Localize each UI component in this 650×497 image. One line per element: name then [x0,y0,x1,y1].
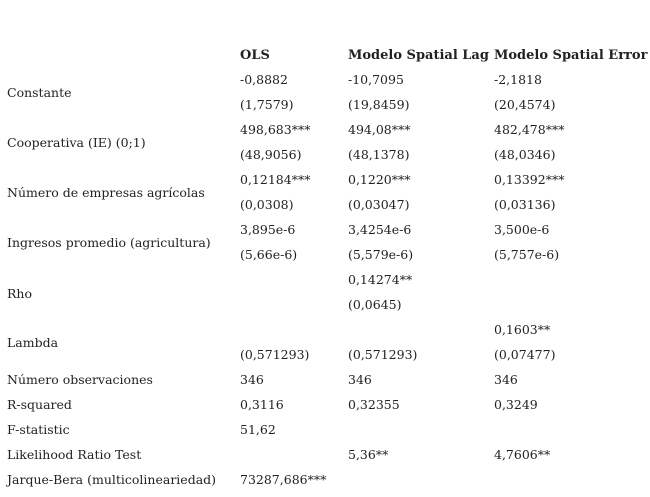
row-label: Likelihood Ratio Test [7,447,142,462]
table-cell-spatial-lag: 494,08*** [348,122,411,137]
table-cell-spatial-error: (20,4574) [494,97,556,112]
column-header-spatial-error: Modelo Spatial Error [494,48,648,63]
table-cell-spatial-lag: (48,1378) [348,147,410,162]
row-label: Cooperativa (IE) (0;1) [7,135,146,150]
table-cell-ols: 346 [240,372,264,387]
table-cell-spatial-lag: (5,579e-6) [348,247,414,262]
table-cell-spatial-lag: (0,0645) [348,297,402,312]
row-label: Número de empresas agrícolas [7,185,205,200]
table-cell-ols: 73287,686*** [240,472,327,487]
row-label: Ingresos promedio (agricultura) [7,235,211,250]
row-label: Jarque-Bera (multicolineariedad) [7,472,217,487]
table-cell-spatial-error: (5,757e-6) [494,247,560,262]
table-cell-ols: (0,571293) [240,347,310,362]
table-cell-spatial-error: 0,3249 [494,397,538,412]
row-label: R-squared [7,397,72,412]
table-cell-spatial-lag: (0,03047) [348,197,410,212]
row-label: Constante [7,85,72,100]
table-cell-ols: -0,8882 [240,72,288,87]
table-cell-spatial-error: (48,0346) [494,147,556,162]
table-cell-ols: (1,7579) [240,97,294,112]
table-cell-spatial-error: (0,03136) [494,197,556,212]
table-cell-ols: 3,895e-6 [240,222,296,237]
table-cell-spatial-lag: (19,8459) [348,97,410,112]
table-cell-ols: (0,0308) [240,197,294,212]
table-cell-spatial-error: 346 [494,372,518,387]
column-header-spatial-lag: Modelo Spatial Lag [348,48,489,63]
table-cell-spatial-error: 0,13392*** [494,172,565,187]
table-cell-spatial-lag: 5,36** [348,447,389,462]
table-cell-spatial-lag: 0,32355 [348,397,400,412]
table-cell-ols: 0,3116 [240,397,284,412]
row-label: Lambda [7,335,59,350]
column-header-ols: OLS [240,48,270,63]
table-cell-spatial-lag: 3,4254e-6 [348,222,412,237]
table-cell-ols: 51,62 [240,422,276,437]
table-cell-spatial-lag: 346 [348,372,372,387]
table-cell-spatial-lag: 0,14274** [348,272,413,287]
table-cell-spatial-error: -2,1818 [494,72,542,87]
row-label: F-statistic [7,422,70,437]
table-cell-spatial-lag: -10,7095 [348,72,404,87]
table-cell-spatial-error: 4,7606** [494,447,551,462]
table-cell-ols: 0,12184*** [240,172,311,187]
table-cell-spatial-lag: 0,1220*** [348,172,411,187]
table-cell-ols: 498,683*** [240,122,311,137]
table-cell-spatial-error: 0,1603** [494,322,551,337]
table-cell-spatial-error: (0,07477) [494,347,556,362]
table-cell-ols: (48,9056) [240,147,302,162]
row-label: Número observaciones [7,372,153,387]
table-cell-ols: (5,66e-6) [240,247,298,262]
table-cell-spatial-error: 3,500e-6 [494,222,550,237]
table-cell-spatial-lag: (0,571293) [348,347,418,362]
row-label: Rho [7,286,32,301]
table-cell-spatial-error: 482,478*** [494,122,565,137]
